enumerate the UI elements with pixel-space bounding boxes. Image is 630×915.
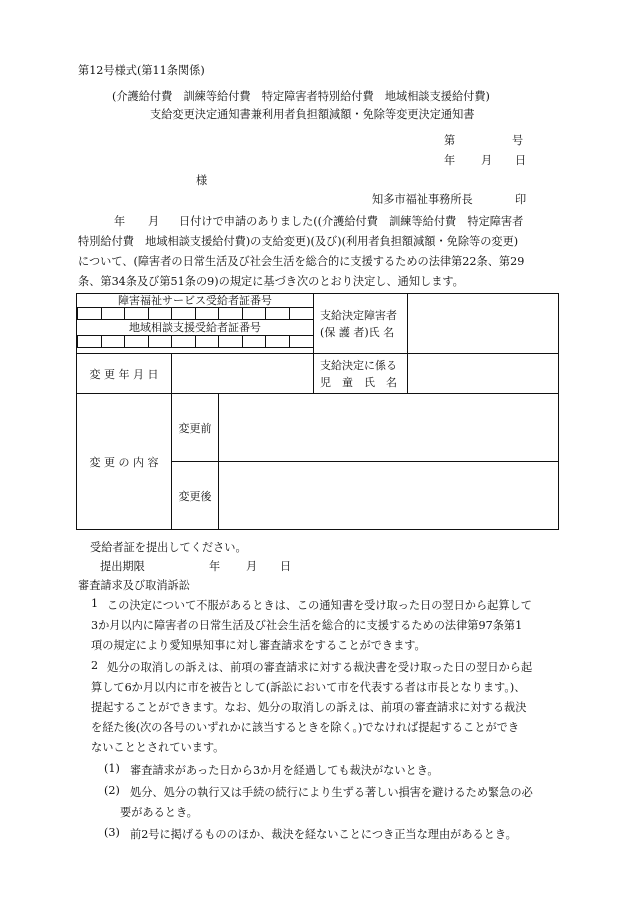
change-date-field[interactable] <box>172 354 314 394</box>
appeal-1-line-2: 3か月以内に障害者の日常生活及び社会生活を総合的に支援するための法律第97条第1 <box>91 619 523 632</box>
change-date-label: 変 更 年 月 日 <box>77 354 172 394</box>
appeal-2-line-4: を経た後(次の各号のいずれかに該当するときを除く。)でなければ提起することができ <box>91 721 520 734</box>
recipient-name-field[interactable] <box>408 294 559 354</box>
deadline-label: 提出期限 <box>100 560 145 573</box>
appeal-2-number: 2 <box>91 659 99 672</box>
issuer-name: 知多市福祉事務所長 <box>372 193 473 206</box>
welfare-certificate-label: 障害福祉サービス受給者証番号 <box>118 294 273 307</box>
form-number: 第12号様式(第11条関係) <box>78 64 205 77</box>
intro-text-line-4: 条、第34条及び第51条の9)の規定に基づき次のとおり決定し、通知します。 <box>78 275 464 288</box>
welfare-certificate-number-boxes[interactable] <box>77 307 313 320</box>
appeal-2-line-2: 算して6か月以内に市を被告として(訴訟において市を代表する者は市長となります。)、 <box>91 681 526 694</box>
after-change-field[interactable] <box>219 462 559 530</box>
appeal-heading: 審査請求及び取消訴訟 <box>78 579 190 592</box>
child-label-line-2: 児 童 氏 名 <box>320 375 398 389</box>
appeal-2-line-5: ないこととされています。 <box>91 741 225 754</box>
appeal-1-line-3: 項の規定により愛知県知事に対し審査請求をすることができます。 <box>91 639 426 652</box>
before-change-field[interactable] <box>219 394 559 462</box>
child-name-field[interactable] <box>408 354 559 394</box>
document-number-suffix: 号 <box>512 134 524 147</box>
sub-item-3-text: 前2号に掲げるもののほか、裁決を経ないことにつき正当な理由があるとき。 <box>130 828 517 841</box>
sub-item-2-continuation: 要があるとき。 <box>120 806 198 819</box>
addressee-suffix: 様 <box>196 174 208 187</box>
issue-date-day: 日 <box>515 154 527 167</box>
child-label-line-1: 支給決定に係る <box>320 358 398 372</box>
sub-item-3-number: (3) <box>104 826 120 839</box>
recipient-label-line-2: (保 護 者)氏 名 <box>320 325 395 339</box>
issue-date-year: 年 <box>444 154 456 167</box>
before-change-label: 変更前 <box>172 394 219 462</box>
intro-year: 年 <box>114 215 126 228</box>
appeal-2-line-3: 提起することができます。なお、処分の取消しの訴えは、前項の審査請求に対する裁決 <box>91 701 527 714</box>
deadline-month: 月 <box>246 560 258 573</box>
change-content-label: 変 更 の 内 容 <box>77 394 172 530</box>
submit-certificate-note: 受給者証を提出してください。 <box>90 541 247 554</box>
certificate-number-cell <box>77 294 314 354</box>
issue-date-month: 月 <box>481 154 493 167</box>
sub-item-1-text: 審査請求があった日から3か月を経過しても裁決がないとき。 <box>130 764 439 777</box>
recipient-label-line-1: 支給決定障害者 <box>320 308 398 322</box>
intro-text-line-2: 特別給付費 地域相談支援給付費)の支給変更)(及び)(利用者負担額減額・免除等の変更) <box>78 235 519 248</box>
consult-certificate-number-boxes[interactable] <box>77 335 313 348</box>
benefit-types: (介護給付費 訓練等給付費 特定障害者特別給付費 地域相談支援給付費) <box>112 90 490 103</box>
consult-certificate-label: 地域相談支援受給者証番号 <box>129 321 262 334</box>
intro-text-line-1: 日付けで申請のありました((介護給付費 訓練等給付費 特定障害者 <box>179 215 524 228</box>
deadline-year: 年 <box>209 560 221 573</box>
deadline-day: 日 <box>280 560 292 573</box>
appeal-1-number: 1 <box>91 597 99 610</box>
sub-item-1-number: (1) <box>104 762 120 775</box>
intro-month: 月 <box>148 215 160 228</box>
document-title: 支給変更決定通知書兼利用者負担額減額・免除等変更決定通知書 <box>150 108 475 121</box>
sub-item-2-text: 処分、処分の執行又は手続の続行により生ずる著しい損害を避けるため緊急の必 <box>130 786 533 799</box>
seal-mark: 印 <box>515 193 527 206</box>
after-change-label: 変更後 <box>172 462 219 530</box>
document-number-prefix: 第 <box>444 134 456 147</box>
sub-item-2-number: (2) <box>104 784 120 797</box>
recipient-label-cell <box>314 294 408 354</box>
intro-text-line-3: について、(障害者の日常生活及び社会生活を総合的に支援するための法律第22条、第29 <box>78 255 525 268</box>
child-label-cell <box>314 354 408 394</box>
decision-table <box>76 293 559 530</box>
appeal-1-line-1: この決定について不服があるときは、この通知書を受け取った日の翌日から起算して <box>107 599 532 612</box>
appeal-2-line-1: 処分の取消しの訴えは、前項の審査請求に対する裁決書を受け取った日の翌日から起 <box>107 661 533 674</box>
